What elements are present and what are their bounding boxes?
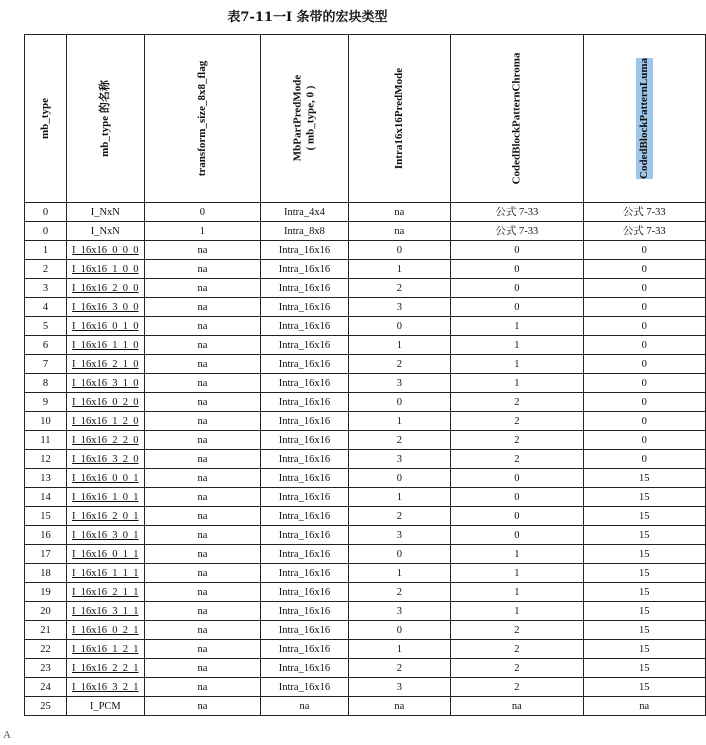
cell-cbp-luma: 15	[583, 583, 705, 602]
table-row	[25, 488, 706, 507]
cell-mb-type: 15	[25, 507, 67, 526]
cell-intra16x16predmode: 1	[348, 564, 450, 583]
cell-transform-flag: na	[144, 355, 260, 374]
cell-mb-type-name: I_16x16_1_2_0	[66, 412, 144, 431]
table-row	[25, 583, 706, 602]
table-row	[25, 393, 706, 412]
cell-intra16x16predmode: 1	[348, 640, 450, 659]
cell-intra16x16predmode: 3	[348, 678, 450, 697]
cell-mb-type: 9	[25, 393, 67, 412]
cell-intra16x16predmode: 3	[348, 526, 450, 545]
cell-cbp-chroma: 公式 7-33	[450, 203, 583, 222]
cell-mb-type-name: I_16x16_3_2_1	[66, 678, 144, 697]
table-row	[25, 450, 706, 469]
cell-intra16x16predmode: 1	[348, 260, 450, 279]
cell-mb-type-name: I_16x16_2_1_1	[66, 583, 144, 602]
cell-transform-flag: na	[144, 260, 260, 279]
cell-transform-flag: na	[144, 336, 260, 355]
cell-mb-type: 23	[25, 659, 67, 678]
cell-mb-type-name: I_16x16_1_0_0	[66, 260, 144, 279]
cell-mb-type: 25	[25, 697, 67, 716]
cell-mb-type-name: I_16x16_2_1_0	[66, 355, 144, 374]
cell-cbp-luma: 0	[583, 431, 705, 450]
cell-cbp-chroma: 2	[450, 393, 583, 412]
cell-mbpartpredmode: Intra_4x4	[261, 203, 349, 222]
header-row	[25, 35, 706, 203]
cell-cbp-luma: 0	[583, 298, 705, 317]
cell-cbp-luma: 0	[583, 393, 705, 412]
cell-mb-type-name: I_16x16_3_0_1	[66, 526, 144, 545]
cell-transform-flag: na	[144, 545, 260, 564]
cell-cbp-chroma: 2	[450, 412, 583, 431]
cell-intra16x16predmode: 3	[348, 450, 450, 469]
cell-mb-type-name: I_16x16_2_0_1	[66, 507, 144, 526]
cell-transform-flag: na	[144, 488, 260, 507]
cell-transform-flag: 0	[144, 203, 260, 222]
cell-cbp-chroma: na	[450, 697, 583, 716]
header-cbp-luma	[583, 35, 705, 203]
cell-mbpartpredmode: Intra_16x16	[261, 260, 349, 279]
cell-mb-type: 20	[25, 602, 67, 621]
header-mb-type: mb_type	[25, 35, 67, 203]
cell-mb-type: 17	[25, 545, 67, 564]
cell-transform-flag: na	[144, 678, 260, 697]
cell-mb-type: 0	[25, 203, 67, 222]
cell-cbp-luma: 15	[583, 659, 705, 678]
cell-mbpartpredmode: Intra_16x16	[261, 564, 349, 583]
cell-transform-flag: na	[144, 374, 260, 393]
cell-transform-flag: na	[144, 469, 260, 488]
cell-mb-type-name: I_16x16_2_2_0	[66, 431, 144, 450]
table-row	[25, 355, 706, 374]
cell-cbp-luma: 公式 7-33	[583, 222, 705, 241]
cell-mb-type-name: I_16x16_3_2_0	[66, 450, 144, 469]
cell-cbp-luma: 15	[583, 640, 705, 659]
cell-mb-type-name: I_PCM	[66, 697, 144, 716]
cell-cbp-chroma: 0	[450, 507, 583, 526]
cell-cbp-luma: 0	[583, 374, 705, 393]
cell-mb-type-name: I_16x16_1_1_1	[66, 564, 144, 583]
highlighted-header-text: CodedBlockPatternLuma	[636, 58, 653, 179]
cell-cbp-luma: 15	[583, 621, 705, 640]
cell-cbp-chroma: 1	[450, 583, 583, 602]
cell-mbpartpredmode: Intra_16x16	[261, 317, 349, 336]
cell-cbp-luma: 15	[583, 545, 705, 564]
cell-cbp-luma: 0	[583, 450, 705, 469]
cell-mbpartpredmode: Intra_16x16	[261, 621, 349, 640]
cell-cbp-chroma: 0	[450, 526, 583, 545]
cell-mb-type-name: I_16x16_0_0_0	[66, 241, 144, 260]
table-row	[25, 507, 706, 526]
table-row	[25, 678, 706, 697]
cell-transform-flag: na	[144, 279, 260, 298]
cell-mb-type-name: I_16x16_0_1_0	[66, 317, 144, 336]
cell-mbpartpredmode: Intra_16x16	[261, 602, 349, 621]
cell-mb-type-name: I_16x16_3_1_1	[66, 602, 144, 621]
cell-mbpartpredmode: Intra_16x16	[261, 374, 349, 393]
cell-mbpartpredmode: na	[261, 697, 349, 716]
cell-cbp-chroma: 2	[450, 450, 583, 469]
cell-mb-type-name: I_16x16_3_1_0	[66, 374, 144, 393]
cell-mbpartpredmode: Intra_16x16	[261, 488, 349, 507]
cell-mb-type-name: I_16x16_0_0_1	[66, 469, 144, 488]
cell-mb-type-name: I_16x16_2_0_0	[66, 279, 144, 298]
header-cbp-chroma: CodedBlockPatternChroma	[450, 35, 583, 203]
cell-mb-type: 18	[25, 564, 67, 583]
cell-intra16x16predmode: 1	[348, 336, 450, 355]
cell-mbpartpredmode: Intra_16x16	[261, 640, 349, 659]
cell-mb-type-name: I_16x16_0_2_0	[66, 393, 144, 412]
cell-transform-flag: na	[144, 640, 260, 659]
cell-cbp-luma: 0	[583, 355, 705, 374]
cell-cbp-chroma: 1	[450, 355, 583, 374]
cell-cbp-luma: 15	[583, 678, 705, 697]
table-row	[25, 298, 706, 317]
cell-cbp-chroma: 0	[450, 279, 583, 298]
table-row	[25, 203, 706, 222]
cell-cbp-luma: 0	[583, 317, 705, 336]
cell-cbp-luma: 15	[583, 564, 705, 583]
cell-transform-flag: na	[144, 602, 260, 621]
cell-intra16x16predmode: 2	[348, 659, 450, 678]
cell-transform-flag: na	[144, 526, 260, 545]
table-row	[25, 260, 706, 279]
cell-transform-flag: na	[144, 583, 260, 602]
cell-mb-type: 7	[25, 355, 67, 374]
table-row	[25, 374, 706, 393]
cell-mb-type-name: I_16x16_1_0_1	[66, 488, 144, 507]
cell-cbp-chroma: 0	[450, 260, 583, 279]
cell-mb-type: 3	[25, 279, 67, 298]
table-row	[25, 659, 706, 678]
cell-intra16x16predmode: na	[348, 203, 450, 222]
cell-intra16x16predmode: 0	[348, 393, 450, 412]
cell-mbpartpredmode: Intra_16x16	[261, 355, 349, 374]
cell-mb-type: 0	[25, 222, 67, 241]
cell-cbp-luma: 0	[583, 336, 705, 355]
header-mbpartpredmode: MbPartPredMode ( mb_type, 0 )	[261, 35, 349, 203]
cell-intra16x16predmode: 0	[348, 621, 450, 640]
cell-mb-type-name: I_16x16_0_2_1	[66, 621, 144, 640]
cell-mbpartpredmode: Intra_16x16	[261, 393, 349, 412]
cell-intra16x16predmode: 1	[348, 488, 450, 507]
cell-intra16x16predmode: na	[348, 697, 450, 716]
table-row	[25, 602, 706, 621]
cell-mb-type: 6	[25, 336, 67, 355]
cell-transform-flag: na	[144, 317, 260, 336]
cell-mbpartpredmode: Intra_16x16	[261, 412, 349, 431]
cell-transform-flag: na	[144, 450, 260, 469]
cell-mbpartpredmode: Intra_8x8	[261, 222, 349, 241]
cell-cbp-chroma: 2	[450, 431, 583, 450]
macroblock-type-table	[24, 34, 706, 716]
cell-mbpartpredmode: Intra_16x16	[261, 298, 349, 317]
cell-mbpartpredmode: Intra_16x16	[261, 469, 349, 488]
cell-cbp-luma: 15	[583, 602, 705, 621]
cell-mb-type-name: I_16x16_1_2_1	[66, 640, 144, 659]
header-mb-type-name: mb_type 的名称	[66, 35, 144, 203]
cell-mb-type: 22	[25, 640, 67, 659]
cell-cbp-chroma: 2	[450, 678, 583, 697]
cell-cbp-chroma: 1	[450, 336, 583, 355]
table-row	[25, 222, 706, 241]
header-transform-flag: transform_size_8x8_flag	[144, 35, 260, 203]
cell-mbpartpredmode: Intra_16x16	[261, 241, 349, 260]
cell-transform-flag: na	[144, 697, 260, 716]
table-row	[25, 526, 706, 545]
cell-cbp-chroma: 0	[450, 298, 583, 317]
cell-cbp-chroma: 1	[450, 545, 583, 564]
cell-cbp-luma: 公式 7-33	[583, 203, 705, 222]
cell-intra16x16predmode: 0	[348, 317, 450, 336]
cell-mb-type-name: I_16x16_2_2_1	[66, 659, 144, 678]
cell-mb-type-name: I_16x16_0_1_1	[66, 545, 144, 564]
cell-intra16x16predmode: 2	[348, 431, 450, 450]
cell-transform-flag: na	[144, 412, 260, 431]
cell-intra16x16predmode: 2	[348, 355, 450, 374]
cell-mbpartpredmode: Intra_16x16	[261, 678, 349, 697]
table-row	[25, 469, 706, 488]
header-intra16x16predmode: Intra16x16PredMode	[348, 35, 450, 203]
cell-transform-flag: na	[144, 298, 260, 317]
cell-cbp-chroma: 1	[450, 602, 583, 621]
cell-cbp-luma: na	[583, 697, 705, 716]
cell-mbpartpredmode: Intra_16x16	[261, 583, 349, 602]
footer-mark: A	[3, 729, 11, 741]
cell-mbpartpredmode: Intra_16x16	[261, 431, 349, 450]
cell-intra16x16predmode: 0	[348, 241, 450, 260]
cell-cbp-chroma: 2	[450, 640, 583, 659]
cell-intra16x16predmode: 0	[348, 545, 450, 564]
cell-transform-flag: na	[144, 393, 260, 412]
cell-cbp-chroma: 1	[450, 564, 583, 583]
cell-mb-type: 2	[25, 260, 67, 279]
cell-cbp-luma: 15	[583, 488, 705, 507]
cell-cbp-chroma: 0	[450, 469, 583, 488]
cell-mbpartpredmode: Intra_16x16	[261, 279, 349, 298]
cell-cbp-chroma: 0	[450, 488, 583, 507]
cell-cbp-luma: 0	[583, 279, 705, 298]
cell-intra16x16predmode: 3	[348, 602, 450, 621]
cell-mb-type: 4	[25, 298, 67, 317]
cell-transform-flag: na	[144, 241, 260, 260]
table-title: 表7-11一I 条带的宏块类型	[227, 10, 388, 25]
cell-cbp-luma: 0	[583, 241, 705, 260]
cell-transform-flag: na	[144, 507, 260, 526]
cell-mbpartpredmode: Intra_16x16	[261, 450, 349, 469]
cell-transform-flag: 1	[144, 222, 260, 241]
cell-mb-type-name: I_NxN	[66, 203, 144, 222]
cell-mb-type: 24	[25, 678, 67, 697]
cell-mb-type: 11	[25, 431, 67, 450]
cell-transform-flag: na	[144, 564, 260, 583]
cell-cbp-luma: 0	[583, 260, 705, 279]
cell-cbp-luma: 0	[583, 412, 705, 431]
cell-mb-type: 1	[25, 241, 67, 260]
cell-intra16x16predmode: 2	[348, 583, 450, 602]
cell-cbp-chroma: 2	[450, 621, 583, 640]
table-row	[25, 621, 706, 640]
cell-mbpartpredmode: Intra_16x16	[261, 545, 349, 564]
table-row	[25, 279, 706, 298]
cell-mb-type: 13	[25, 469, 67, 488]
table-row	[25, 431, 706, 450]
cell-mb-type-name: I_16x16_3_0_0	[66, 298, 144, 317]
cell-mb-type-name: I_16x16_1_1_0	[66, 336, 144, 355]
cell-cbp-luma: 15	[583, 507, 705, 526]
cell-transform-flag: na	[144, 659, 260, 678]
table-row	[25, 545, 706, 564]
cell-transform-flag: na	[144, 621, 260, 640]
cell-mb-type: 16	[25, 526, 67, 545]
cell-intra16x16predmode: 2	[348, 279, 450, 298]
table-row	[25, 412, 706, 431]
table-row	[25, 241, 706, 260]
cell-intra16x16predmode: 3	[348, 298, 450, 317]
cell-mbpartpredmode: Intra_16x16	[261, 507, 349, 526]
table-row	[25, 564, 706, 583]
cell-cbp-luma: 15	[583, 469, 705, 488]
cell-intra16x16predmode: na	[348, 222, 450, 241]
cell-cbp-chroma: 公式 7-33	[450, 222, 583, 241]
cell-mb-type: 12	[25, 450, 67, 469]
cell-transform-flag: na	[144, 431, 260, 450]
cell-mb-type: 21	[25, 621, 67, 640]
table-row	[25, 317, 706, 336]
cell-mbpartpredmode: Intra_16x16	[261, 526, 349, 545]
cell-intra16x16predmode: 0	[348, 469, 450, 488]
cell-intra16x16predmode: 1	[348, 412, 450, 431]
cell-mb-type: 10	[25, 412, 67, 431]
table-row	[25, 640, 706, 659]
cell-intra16x16predmode: 3	[348, 374, 450, 393]
cell-cbp-chroma: 2	[450, 659, 583, 678]
cell-cbp-chroma: 0	[450, 241, 583, 260]
cell-mb-type-name: I_NxN	[66, 222, 144, 241]
table-row	[25, 336, 706, 355]
cell-intra16x16predmode: 2	[348, 507, 450, 526]
cell-mbpartpredmode: Intra_16x16	[261, 659, 349, 678]
cell-mb-type: 5	[25, 317, 67, 336]
cell-cbp-chroma: 1	[450, 374, 583, 393]
cell-mbpartpredmode: Intra_16x16	[261, 336, 349, 355]
table-row	[25, 697, 706, 716]
cell-mb-type: 19	[25, 583, 67, 602]
cell-mb-type: 8	[25, 374, 67, 393]
cell-cbp-luma: 15	[583, 526, 705, 545]
cell-mb-type: 14	[25, 488, 67, 507]
cell-cbp-chroma: 1	[450, 317, 583, 336]
